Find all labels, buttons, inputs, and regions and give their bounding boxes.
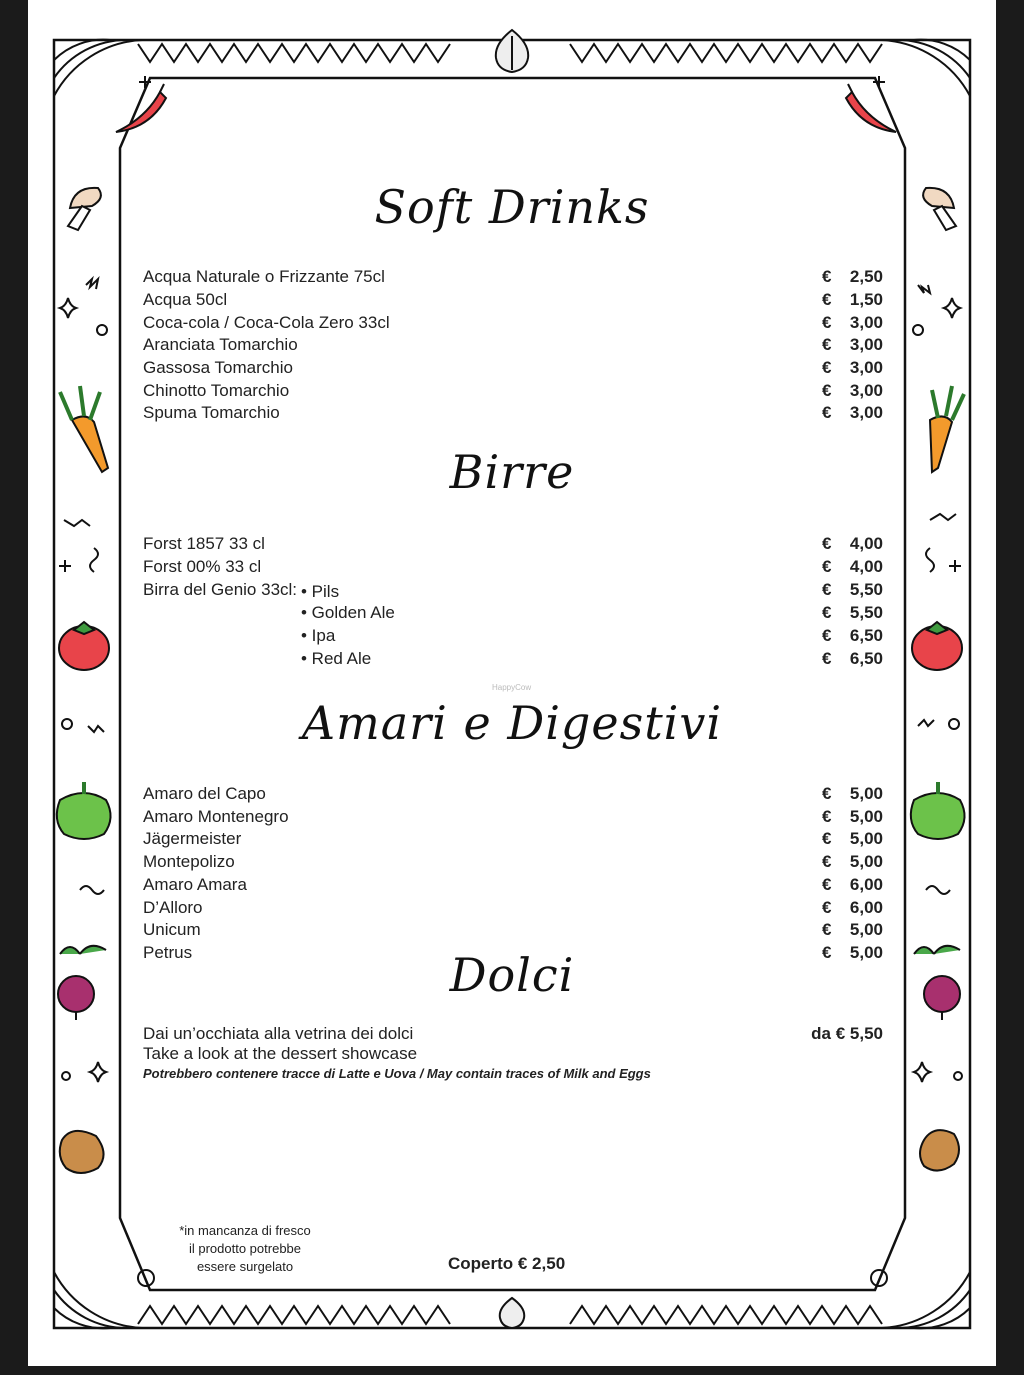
list-item [143, 311, 883, 334]
item-name: Unicum [143, 920, 201, 939]
item-price: 5,50 [849, 580, 883, 599]
item-currency: € [822, 290, 832, 309]
list-item [143, 647, 883, 670]
section-title-birre: Birre [449, 445, 575, 499]
section-title-dolci: Dolci [449, 948, 575, 1002]
list-item [143, 896, 883, 919]
list-item [143, 333, 883, 356]
item-variant: • Pils [301, 582, 340, 601]
item-name: Amaro Montenegro [143, 807, 289, 826]
list-item [143, 850, 883, 873]
item-name: Acqua 50cl [143, 290, 228, 309]
list-item [143, 401, 883, 424]
item-price: 3,00 [849, 335, 883, 354]
item-currency: € [822, 534, 832, 553]
item-name: D’Alloro [143, 898, 203, 917]
item-name: Aranciata Tomarchio [143, 335, 298, 354]
list-item [143, 601, 883, 624]
allergen-note: Potrebbero contenere tracce di Latte e Uova / May contain traces of Milk and Eggs [143, 1066, 651, 1081]
item-name: Spuma Tomarchio [143, 403, 280, 422]
item-currency: € [822, 829, 832, 848]
item-price: 6,00 [849, 875, 883, 894]
item-price: 4,00 [849, 557, 883, 576]
potato-icon [60, 1130, 959, 1173]
dolci-price: da € 5,50 [811, 1024, 883, 1043]
list-item [143, 288, 883, 311]
item-currency: € [822, 313, 832, 332]
watermark: HappyCow [492, 683, 532, 692]
list-item [143, 379, 883, 402]
dolci-line-english: Take a look at the dessert showcase [143, 1044, 418, 1063]
item-currency: € [822, 335, 832, 354]
item-price: 2,50 [849, 267, 883, 286]
list-item [143, 578, 883, 601]
item-price: 3,00 [849, 381, 883, 400]
item-name: Acqua Naturale o Frizzante 75cl [143, 267, 385, 286]
list-item [143, 782, 883, 805]
item-name: Forst 1857 33 cl [143, 534, 265, 553]
item-name: Chinotto Tomarchio [143, 381, 290, 400]
frozen-product-footnote [160, 1222, 330, 1276]
item-currency: € [822, 920, 832, 939]
list-item [143, 555, 883, 578]
item-name: Amaro del Capo [143, 784, 266, 803]
item-price: 3,00 [849, 358, 883, 377]
list-item [143, 624, 883, 647]
item-price: 5,00 [849, 807, 883, 826]
item-price: 3,00 [849, 313, 883, 332]
item-name: Coca-cola / Coca-Cola Zero 33cl [143, 313, 390, 332]
item-currency: € [822, 852, 832, 871]
item-currency: € [822, 580, 832, 599]
item-price: 6,50 [849, 649, 883, 668]
item-price: 3,00 [849, 403, 883, 422]
item-currency: € [822, 943, 832, 962]
list-item [143, 356, 883, 379]
item-currency: € [822, 603, 832, 622]
item-price: 5,00 [849, 829, 883, 848]
cover-charge: Coperto € 2,50 [448, 1254, 566, 1273]
item-variant: • Red Ale [301, 649, 372, 668]
item-currency: € [822, 358, 832, 377]
item-name: Jägermeister [143, 829, 242, 848]
item-currency: € [822, 267, 832, 286]
item-price: 1,50 [849, 290, 883, 309]
item-currency: € [822, 784, 832, 803]
dolci-line-italian: Dai un’occhiata alla vetrina dei dolci [143, 1024, 414, 1043]
item-variant: • Ipa [301, 626, 336, 645]
item-price: 5,00 [849, 943, 883, 962]
item-variant: • Golden Ale [301, 603, 395, 622]
item-price: 6,00 [849, 898, 883, 917]
list-item [143, 805, 883, 828]
item-name: Gassosa Tomarchio [143, 358, 293, 377]
footnote-line: *in mancanza di fresco [179, 1223, 311, 1238]
list-item [143, 827, 883, 850]
item-name: Amaro Amara [143, 875, 247, 894]
list-item [143, 265, 883, 288]
item-name: Petrus [143, 943, 193, 962]
item-price: 4,00 [849, 534, 883, 553]
item-price: 5,50 [849, 603, 883, 622]
item-currency: € [822, 807, 832, 826]
list-item [143, 532, 883, 555]
footnote-line: il prodotto potrebbe [188, 1241, 302, 1256]
section-title-amari: Amari e Digestivi [301, 696, 723, 750]
item-name: Montepolizo [143, 852, 235, 871]
chili-pepper-icon [116, 84, 896, 132]
item-price: 5,00 [849, 852, 883, 871]
item-currency: € [822, 649, 832, 668]
item-price: 5,00 [849, 920, 883, 939]
item-name: Forst 00% 33 cl [143, 557, 262, 576]
footnote-line: essere surgelato [196, 1259, 294, 1274]
item-currency: € [822, 626, 832, 645]
item-price: 5,00 [849, 784, 883, 803]
item-price: 6,50 [849, 626, 883, 645]
section-title-soft-drinks: Soft Drinks [374, 180, 650, 234]
item-currency: € [822, 898, 832, 917]
item-currency: € [822, 875, 832, 894]
list-item [143, 873, 883, 896]
item-name: Birra del Genio 33cl: [143, 580, 298, 599]
list-item [143, 918, 883, 941]
item-currency: € [822, 557, 832, 576]
item-currency: € [822, 403, 832, 422]
item-currency: € [822, 381, 832, 400]
